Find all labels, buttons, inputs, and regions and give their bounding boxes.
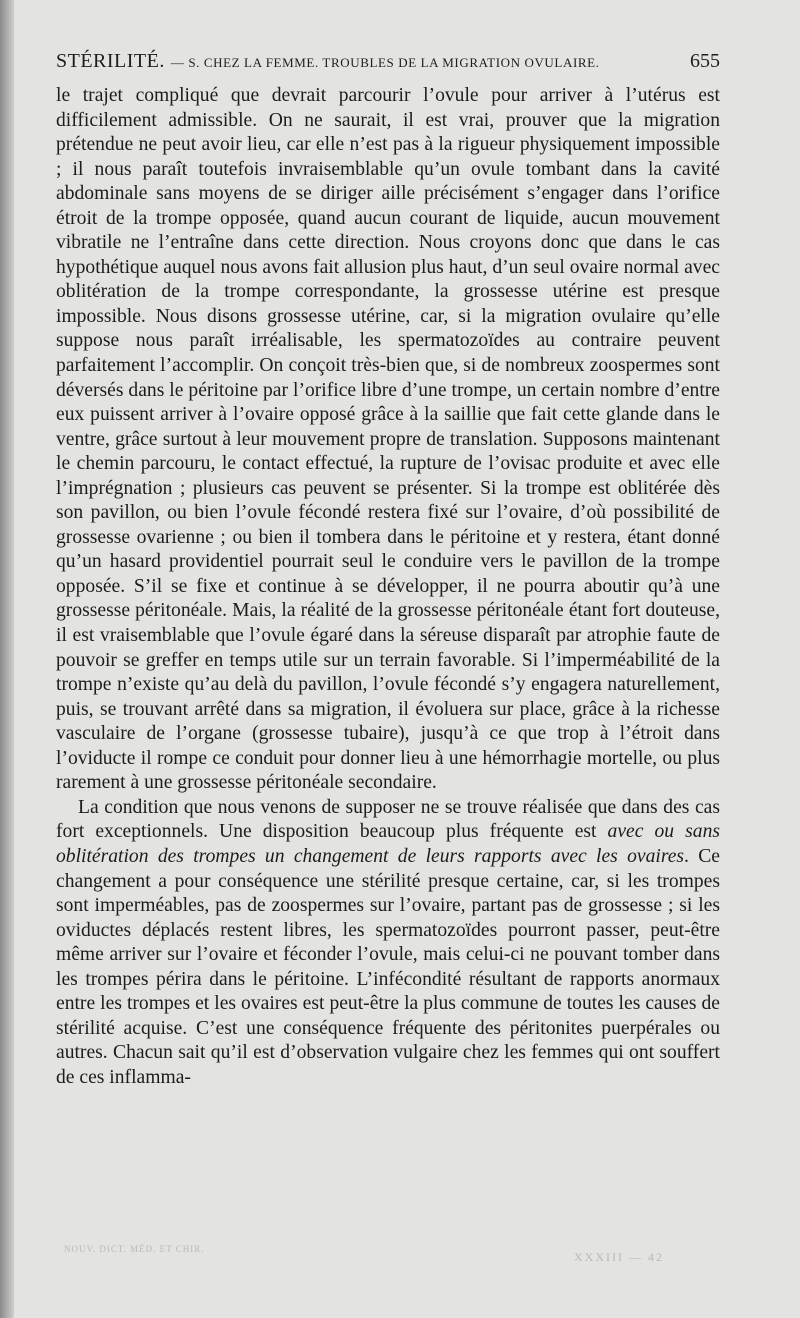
header-title: STÉRILITÉ. [56, 50, 165, 72]
page-number: 655 [690, 50, 720, 72]
paragraph-text: La condition que nous venons de supposer ne se trouve réalisée que dans des cas fort exceptionnels. Une disposition beaucoup plus fréquente est [56, 796, 720, 843]
paragraph-text: le trajet compliqué que devrait parcourir l’ovule pour arriver à l’utérus est difficilement admissible. On ne saurait, il est vrai, prouver que la migration prétendue ne peut avoir lieu, car elle n’est pas à la rigueur physiquement impossible ; il nous paraît toutefois invraisemblable qu’un ovule tombant dans la cavité abdominale sans moyens de se diriger aille précisément s’engager dans l’orifice étroit de la trompe opposée, quand aucun courant de liquide, aucun mouvement vibratile ne l’entraîne dans cette direction. Nous croyons donc que dans le cas hypothétique auquel nous avons fait allusion plus haut, d’un seul ovaire normal avec oblitération de la trompe correspondante, la grossesse utérine est presque impossible. Nous disons grossesse utérine, car, si la migration ovulaire qu’elle suppose nous paraît irréalisable, les spermatozoïdes au contraire peuvent parfaitement l’accomplir. On conçoit très-bien que, si de nombreux zoospermes sont déversés dans le péritoine par l’orifice libre d’une trompe, un certain nombre d’entre eux puissent arriver à l’ovaire opposé grâce à la saillie que fait cette glande dans le ventre, grâce surtout à leur mouvement propre de translation. Supposons maintenant le chemin parcouru, le contact effectué, la rupture de l’ovisac produite et avec elle l’imprégnation ; plusieurs cas peuvent se présenter. Si la trompe est oblitérée dès son pavillon, ou bien l’ovule fécondé restera fixé sur l’ovaire, d’où possibilité de grossesse ovarienne ; ou bien il tombera dans le péritoine et y restera, étant donné qu’un hasard providentiel pourrait seul le conduire vers le pavillon de la trompe opposée. S’il se fixe et continue à se développer, il ne pourra aboutir qu’à une grossesse péritonéale. Mais, la réalité de la grossesse péritonéale étant fort douteuse, il est vraisemblable que l’ovule égaré dans la séreuse disparaît par atrophie faute de pouvoir se greffer en temps utile sur un terrain favorable. Si l’imperméabilité de la trompe n’existe qu’au delà du pavillon, l’ovule fécondé s’y engagera naturellement, puis, se trouvant arrêté dans sa migration, il évoluera sur place, grâce à la richesse vasculaire de l’organe (grossesse tubaire), jusqu’à ce que trop à l’étroit dans l’oviducte il rompe ce conduit pour donner lieu à une hémorrhagie mortelle, ou plus rarement à une grossesse péritonéale secondaire. [56, 85, 720, 794]
footer-signature: XXXIII — 42 [574, 1250, 664, 1264]
paragraph [56, 796, 720, 1091]
page-binding-shadow [0, 0, 14, 1318]
paragraph-text: . Ce changement a pour conséquence une stérilité presque certaine, car, si les trompes sont imperméables, pas de zoospermes sur l’ovaire, partant pas de grossesse ; si les oviductes déplacés restent libres, les spermatozoïdes pourront passer, peut-être même arriver sur l’ovaire et féconder l’ovule, mais celui-ci ne pouvant tomber dans les trompes périra dans le péritoine. L’infécondité résultant de rapports anormaux entre les trompes et les ovaires est peut-être la plus commune de toutes les causes de stérilité acquise. C’est une conséquence fréquente des péritonites puerpérales ou autres. Chacun sait qu’il est d’observation vulgaire chez les femmes qui ont souffert de ces inflamma- [56, 845, 721, 1088]
page-footer [64, 1244, 664, 1264]
paragraph [56, 84, 720, 796]
footer-running-title: NOUV. DICT. MÉD. ET CHIR. [64, 1244, 205, 1254]
header-subtitle: — S. CHEZ LA FEMME. TROUBLES DE LA MIGRATION OVULAIRE. [170, 55, 600, 70]
running-header [56, 50, 720, 76]
body-text [56, 84, 720, 1090]
emphasis-text: avec ou sans oblitération des trompes un changement de leurs rapports avec les ovaires [56, 821, 720, 867]
